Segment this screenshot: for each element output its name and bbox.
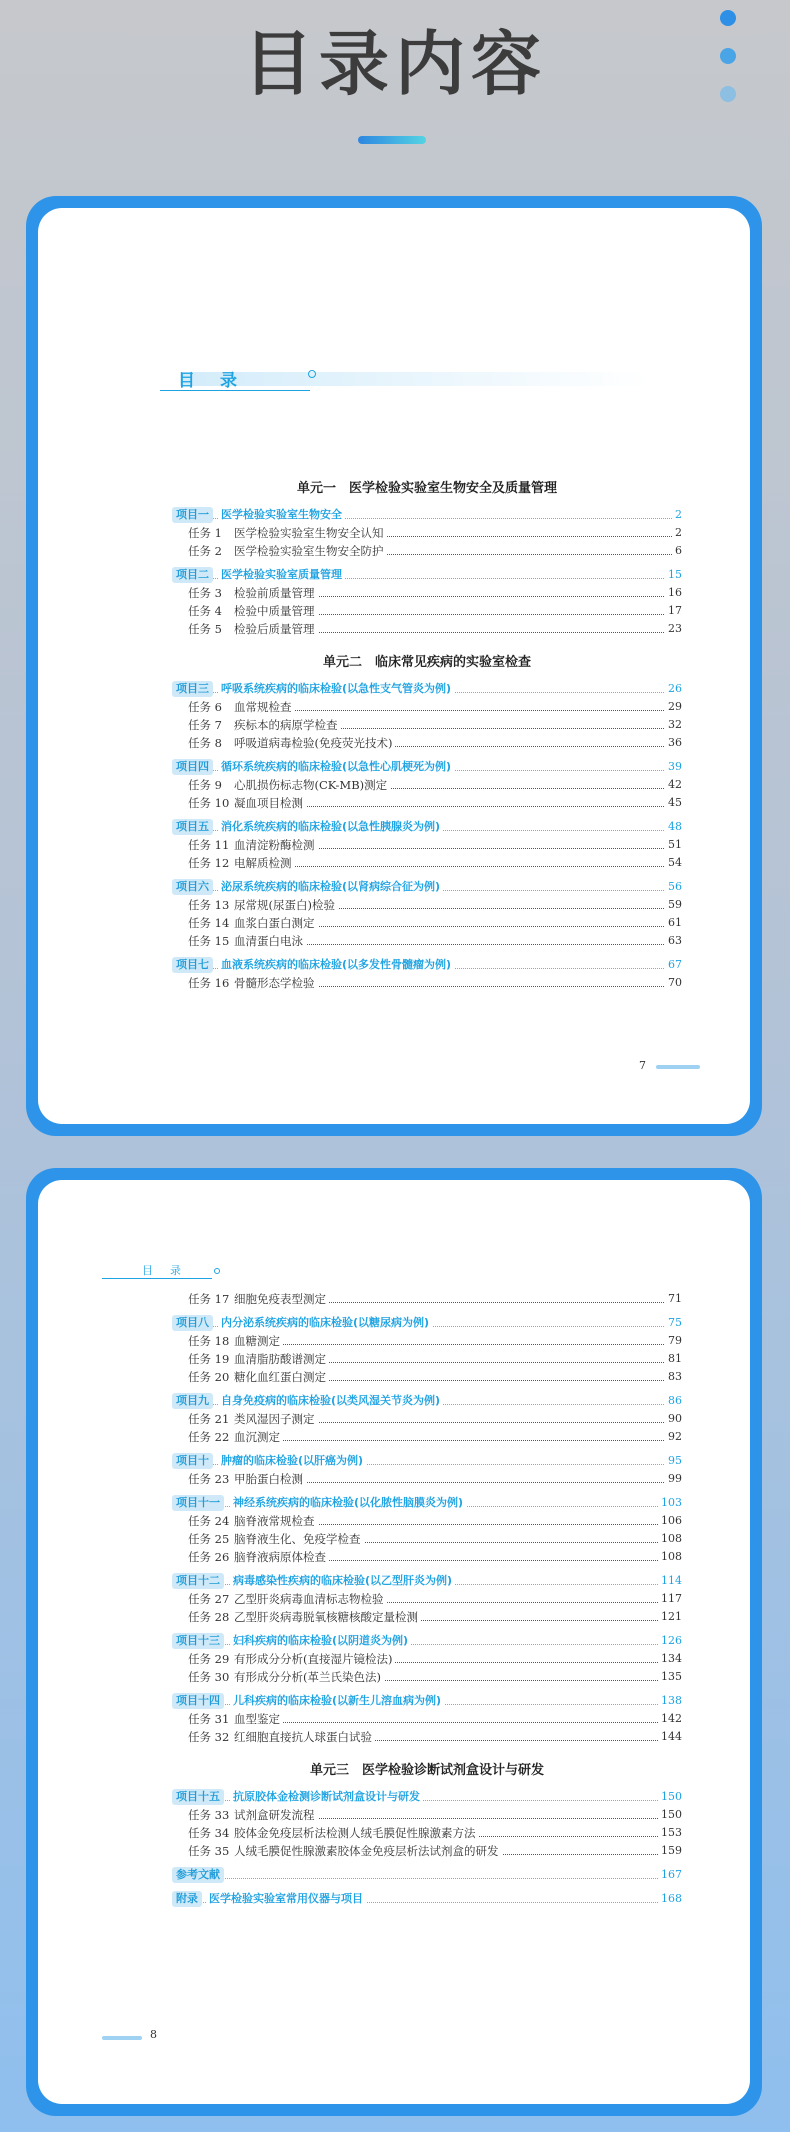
toc-task-entry[interactable]	[172, 716, 682, 734]
project-tag: 项目十四	[172, 1693, 224, 1709]
toc-page-2-list	[172, 1290, 682, 1908]
project-page: 150	[658, 1788, 682, 1806]
toc-task-entry[interactable]	[172, 1548, 682, 1566]
task-page: 70	[665, 974, 682, 992]
task-number: 任务 30	[188, 1670, 230, 1684]
task-label	[188, 1824, 479, 1842]
project-tag: 项目十	[172, 1453, 213, 1469]
toc-task-entry[interactable]	[172, 1608, 682, 1626]
toc-task-entry[interactable]	[172, 1530, 682, 1548]
task-page: 71	[665, 1290, 682, 1308]
page-number: 7	[639, 1059, 646, 1072]
project-tag: 项目十五	[172, 1789, 224, 1805]
task-title: 血浆白蛋白测定	[234, 916, 315, 930]
project-page: 167	[658, 1866, 682, 1884]
task-title: 乙型肝炎病毒血清标志物检验	[234, 1592, 384, 1606]
task-title: 甲胎蛋白检测	[234, 1472, 303, 1486]
task-number: 任务 28	[188, 1610, 230, 1624]
task-title: 糖化血红蛋白测定	[234, 1370, 326, 1384]
task-title: 医学检验实验室生物安全认知	[234, 526, 384, 540]
task-number: 任务 17	[188, 1292, 230, 1306]
project-title: 神经系统疾病的临床检验(以化脓性脑膜炎为例)	[230, 1494, 466, 1512]
task-page: 61	[665, 914, 682, 932]
project-title: 肿瘤的临床检验(以肝癌为例)	[218, 1452, 366, 1470]
toc-project-entry[interactable]	[172, 1572, 682, 1590]
task-page: 135	[658, 1668, 682, 1686]
task-page: 121	[658, 1608, 682, 1626]
project-title: 呼吸系统疾病的临床检验(以急性支气管炎为例)	[218, 680, 454, 698]
task-number: 任务 4	[188, 604, 222, 618]
project-page: 126	[658, 1632, 682, 1650]
project-page: 67	[665, 956, 682, 974]
task-number: 任务 7	[188, 718, 222, 732]
project-page: 103	[658, 1494, 682, 1512]
task-number: 任务 22	[188, 1430, 230, 1444]
task-title: 脑脊液病原体检查	[234, 1550, 326, 1564]
task-page: 159	[658, 1842, 682, 1860]
project-tag: 项目二	[172, 567, 213, 583]
task-page: 134	[658, 1650, 682, 1668]
decor-dot-3	[720, 86, 736, 102]
toc-project-entry[interactable]	[172, 758, 682, 776]
task-label	[188, 620, 318, 638]
task-title: 医学检验实验室生物安全防护	[234, 544, 384, 558]
toc-task-entry[interactable]	[172, 734, 682, 752]
task-title: 检验中质量管理	[234, 604, 315, 618]
toc-task-entry[interactable]	[172, 1368, 682, 1386]
unit-heading: 单元三 医学检验诊断试剂盒设计与研发	[309, 1763, 544, 1778]
project-title: 儿科疾病的临床检验(以新生儿溶血病为例)	[230, 1692, 444, 1710]
task-label	[188, 1512, 318, 1530]
task-title: 有形成分分析(革兰氏染色法)	[234, 1670, 381, 1684]
toc-task-entry[interactable]	[172, 1350, 682, 1368]
page-number: 8	[150, 2028, 157, 2041]
project-page: 75	[665, 1314, 682, 1332]
task-title: 血常规检查	[234, 700, 292, 714]
task-page: 6	[672, 542, 682, 560]
toc-project-entry[interactable]	[172, 1866, 682, 1884]
toc-project-entry[interactable]	[172, 506, 682, 524]
toc-task-entry[interactable]	[172, 1650, 682, 1668]
task-page: 108	[658, 1530, 682, 1548]
task-number: 任务 27	[188, 1592, 230, 1606]
task-label	[188, 1668, 384, 1686]
project-page: 2	[672, 506, 682, 524]
project-title: 医学检验实验室常用仪器与项目	[206, 1890, 366, 1908]
project-tag: 项目八	[172, 1315, 213, 1331]
banner-fill	[180, 372, 650, 386]
project-page: 168	[658, 1890, 682, 1908]
project-tag: 项目五	[172, 819, 213, 835]
task-page: 2	[672, 524, 682, 542]
toc-task-entry[interactable]	[172, 1824, 682, 1842]
task-number: 任务 20	[188, 1370, 230, 1384]
task-label	[188, 1410, 318, 1428]
toc-project-entry[interactable]	[172, 1494, 682, 1512]
toc-task-entry[interactable]	[172, 1470, 682, 1488]
toc-project-entry[interactable]	[172, 1632, 682, 1650]
task-title: 血清淀粉酶检测	[234, 838, 315, 852]
task-number: 任务 16	[188, 976, 230, 990]
task-number: 任务 13	[188, 898, 230, 912]
task-number: 任务 31	[188, 1712, 230, 1726]
toc-page-1	[38, 208, 750, 1124]
task-page: 54	[665, 854, 682, 872]
project-title: 自身免疫病的临床检验(以类风湿关节炎为例)	[218, 1392, 443, 1410]
task-label	[188, 1290, 329, 1308]
task-title: 乙型肝炎病毒脱氧核糖核酸定量检测	[234, 1610, 418, 1624]
task-page: 81	[665, 1350, 682, 1368]
running-head-ring-icon	[214, 1268, 220, 1274]
project-title: 妇科疾病的临床检验(以阴道炎为例)	[230, 1632, 411, 1650]
task-title: 脑脊液常规检查	[234, 1514, 315, 1528]
project-title: 泌尿系统疾病的临床检验(以肾病综合征为例)	[218, 878, 443, 896]
toc-project-entry[interactable]	[172, 1392, 682, 1410]
task-label	[188, 1428, 283, 1446]
task-number: 任务 29	[188, 1652, 230, 1666]
task-page: 142	[658, 1710, 682, 1728]
toc-page-2-frame	[26, 1168, 762, 2116]
task-page: 32	[665, 716, 682, 734]
task-page: 144	[658, 1728, 682, 1746]
task-title: 胶体金免疫层析法检测人绒毛膜促性腺激素方法	[234, 1826, 476, 1840]
project-page: 114	[658, 1572, 682, 1590]
task-title: 疾标本的病原学检查	[234, 718, 338, 732]
task-label	[188, 734, 395, 752]
task-label	[188, 698, 295, 716]
task-page: 51	[665, 836, 682, 854]
toc-task-entry[interactable]	[172, 1668, 682, 1686]
project-title: 血液系统疾病的临床检验(以多发性骨髓瘤为例)	[218, 956, 454, 974]
project-page: 86	[665, 1392, 682, 1410]
toc-project-entry[interactable]	[172, 1314, 682, 1332]
task-page: 36	[665, 734, 682, 752]
task-title: 呼吸道病毒检验(免疫荧光技术)	[234, 736, 393, 750]
task-number: 任务 3	[188, 586, 222, 600]
task-label	[188, 932, 306, 950]
title-underline	[358, 136, 426, 144]
toc-project-entry[interactable]	[172, 1788, 682, 1806]
task-label	[188, 1530, 364, 1548]
task-number: 任务 1	[188, 526, 222, 540]
project-page: 15	[665, 566, 682, 584]
task-number: 任务 5	[188, 622, 222, 636]
toc-task-entry[interactable]	[172, 836, 682, 854]
page-number-bar	[656, 1065, 700, 1069]
toc-task-entry[interactable]	[172, 542, 682, 560]
project-title: 内分泌系统疾病的临床检验(以糖尿病为例)	[218, 1314, 432, 1332]
project-tag: 项目十一	[172, 1495, 224, 1511]
task-label	[188, 1710, 283, 1728]
project-title: 医学检验实验室质量管理	[218, 566, 345, 584]
task-number: 任务 18	[188, 1334, 230, 1348]
task-label	[188, 1590, 387, 1608]
task-number: 任务 33	[188, 1808, 230, 1822]
toc-task-entry[interactable]	[172, 932, 682, 950]
task-title: 脑脊液生化、免疫学检查	[234, 1532, 361, 1546]
task-label	[188, 1470, 306, 1488]
banner-ring-icon	[308, 370, 316, 378]
unit-heading: 单元一 医学检验实验室生物安全及质量管理	[296, 481, 557, 496]
project-tag: 项目四	[172, 759, 213, 775]
toc-task-entry[interactable]	[172, 1332, 682, 1350]
toc-task-entry[interactable]	[172, 854, 682, 872]
toc-project-entry[interactable]	[172, 818, 682, 836]
toc-task-entry[interactable]	[172, 620, 682, 638]
task-label	[188, 854, 295, 872]
task-page: 42	[665, 776, 682, 794]
task-page: 16	[665, 584, 682, 602]
task-title: 尿常规(尿蛋白)检验	[234, 898, 335, 912]
task-label	[188, 1350, 329, 1368]
task-title: 细胞免疫表型测定	[234, 1292, 326, 1306]
unit-heading: 单元二 临床常见疾病的实验室检查	[322, 655, 531, 670]
toc-task-entry[interactable]	[172, 1512, 682, 1530]
project-title: 病毒感染性疾病的临床检验(以乙型肝炎为例)	[230, 1572, 455, 1590]
task-number: 任务 21	[188, 1412, 230, 1426]
toc-page-1-frame	[26, 196, 762, 1136]
task-number: 任务 11	[188, 838, 230, 852]
project-tag: 项目七	[172, 957, 213, 973]
toc-task-entry[interactable]	[172, 524, 682, 542]
toc-task-entry[interactable]	[172, 602, 682, 620]
task-number: 任务 34	[188, 1826, 230, 1840]
task-title: 血沉测定	[234, 1430, 280, 1444]
toc-project-entry[interactable]	[172, 566, 682, 584]
toc-task-entry[interactable]	[172, 1590, 682, 1608]
toc-page-1-list	[172, 464, 682, 992]
task-page: 108	[658, 1548, 682, 1566]
task-number: 任务 26	[188, 1550, 230, 1564]
task-title: 血清蛋白电泳	[234, 934, 303, 948]
project-page: 26	[665, 680, 682, 698]
task-page: 106	[658, 1512, 682, 1530]
task-title: 凝血项目检测	[234, 796, 303, 810]
task-number: 任务 14	[188, 916, 230, 930]
project-tag: 项目十三	[172, 1633, 224, 1649]
task-label	[188, 1332, 283, 1350]
task-page: 17	[665, 602, 682, 620]
running-head-label: 目 录	[142, 1264, 184, 1277]
task-number: 任务 12	[188, 856, 230, 870]
task-page: 117	[658, 1590, 682, 1608]
task-label	[188, 584, 318, 602]
task-label	[188, 1368, 329, 1386]
task-page: 83	[665, 1368, 682, 1386]
task-label	[188, 542, 387, 560]
task-number: 任务 35	[188, 1844, 230, 1858]
task-label	[188, 794, 306, 812]
task-page: 59	[665, 896, 682, 914]
toc-project-entry[interactable]	[172, 878, 682, 896]
task-title: 试剂盒研发流程	[234, 1808, 315, 1822]
task-page: 150	[658, 1806, 682, 1824]
task-number: 任务 8	[188, 736, 222, 750]
project-page: 95	[665, 1452, 682, 1470]
project-title: 医学检验实验室生物安全	[218, 506, 345, 524]
task-title: 骨髓形态学检验	[234, 976, 315, 990]
running-head-line	[102, 1278, 212, 1279]
page-number-bar	[102, 2036, 142, 2040]
running-head	[102, 1262, 222, 1280]
toc-task-entry[interactable]	[172, 1410, 682, 1428]
project-tag: 项目三	[172, 681, 213, 697]
toc-task-entry[interactable]	[172, 1728, 682, 1746]
page-title: 目录内容	[243, 23, 547, 105]
task-title: 类风湿因子测定	[234, 1412, 315, 1426]
task-label	[188, 1650, 395, 1668]
task-number: 任务 23	[188, 1472, 230, 1486]
task-number: 任务 25	[188, 1532, 230, 1546]
task-number: 任务 19	[188, 1352, 230, 1366]
toc-task-entry[interactable]	[172, 1710, 682, 1728]
toc-task-entry[interactable]	[172, 1428, 682, 1446]
toc-task-entry[interactable]	[172, 1842, 682, 1860]
task-label	[188, 524, 387, 542]
task-title: 血糖测定	[234, 1334, 280, 1348]
toc-task-entry[interactable]	[172, 974, 682, 992]
project-tag: 附录	[172, 1891, 202, 1907]
project-page: 56	[665, 878, 682, 896]
task-page: 92	[665, 1428, 682, 1446]
task-page: 79	[665, 1332, 682, 1350]
task-number: 任务 10	[188, 796, 230, 810]
toc-task-entry[interactable]	[172, 914, 682, 932]
toc-task-entry[interactable]	[172, 776, 682, 794]
task-label	[188, 836, 318, 854]
project-page: 39	[665, 758, 682, 776]
toc-task-entry[interactable]	[172, 1806, 682, 1824]
toc-project-entry[interactable]	[172, 1452, 682, 1470]
task-label	[188, 1842, 502, 1860]
toc-project-entry[interactable]	[172, 680, 682, 698]
task-page: 45	[665, 794, 682, 812]
project-page: 138	[658, 1692, 682, 1710]
toc-project-entry[interactable]	[172, 1692, 682, 1710]
task-number: 任务 24	[188, 1514, 230, 1528]
toc-heading-banner	[160, 366, 660, 394]
task-label	[188, 602, 318, 620]
toc-heading: 目 录	[178, 371, 241, 391]
task-number: 任务 32	[188, 1730, 230, 1744]
task-number: 任务 6	[188, 700, 222, 714]
project-title: 抗原胶体金检测诊断试剂盒设计与研发	[230, 1788, 423, 1806]
project-tag: 项目九	[172, 1393, 213, 1409]
task-title: 红细胞直接抗人球蛋白试验	[234, 1730, 372, 1744]
toc-task-entry[interactable]	[172, 698, 682, 716]
task-title: 检验后质量管理	[234, 622, 315, 636]
task-page: 90	[665, 1410, 682, 1428]
task-page: 99	[665, 1470, 682, 1488]
task-label	[188, 914, 318, 932]
task-title: 血清脂肪酸谱测定	[234, 1352, 326, 1366]
task-page: 63	[665, 932, 682, 950]
task-label	[188, 716, 341, 734]
task-title: 心肌损伤标志物(CK-MB)测定	[234, 778, 388, 792]
task-number: 任务 15	[188, 934, 230, 948]
toc-task-entry[interactable]	[172, 1290, 682, 1308]
project-title: 消化系统疾病的临床检验(以急性胰腺炎为例)	[218, 818, 443, 836]
task-label	[188, 1608, 421, 1626]
decor-dot-1	[720, 10, 736, 26]
toc-task-entry[interactable]	[172, 896, 682, 914]
task-label	[188, 776, 390, 794]
project-tag: 项目一	[172, 507, 213, 523]
task-number: 任务 9	[188, 778, 222, 792]
project-tag: 参考文献	[172, 1867, 224, 1883]
project-title: 循环系统疾病的临床检验(以急性心肌梗死为例)	[218, 758, 454, 776]
project-tag: 项目十二	[172, 1573, 224, 1589]
toc-page-2	[38, 1180, 750, 2104]
toc-task-entry[interactable]	[172, 584, 682, 602]
task-title: 有形成分分析(直接湿片镜检法)	[234, 1652, 393, 1666]
task-label	[188, 1728, 375, 1746]
task-title: 电解质检测	[234, 856, 292, 870]
toc-project-entry[interactable]	[172, 1890, 682, 1908]
project-tag: 项目六	[172, 879, 213, 895]
toc-project-entry[interactable]	[172, 956, 682, 974]
task-number: 任务 2	[188, 544, 222, 558]
toc-task-entry[interactable]	[172, 794, 682, 812]
task-title: 血型鉴定	[234, 1712, 280, 1726]
task-label	[188, 1548, 329, 1566]
task-title: 人绒毛膜促性腺激素胶体金免疫层析法试剂盒的研发	[234, 1844, 499, 1858]
task-page: 23	[665, 620, 682, 638]
project-page: 48	[665, 818, 682, 836]
task-label	[188, 974, 318, 992]
task-title: 检验前质量管理	[234, 586, 315, 600]
decor-dot-2	[720, 48, 736, 64]
task-label	[188, 1806, 318, 1824]
task-label	[188, 896, 338, 914]
task-page: 153	[658, 1824, 682, 1842]
task-page: 29	[665, 698, 682, 716]
